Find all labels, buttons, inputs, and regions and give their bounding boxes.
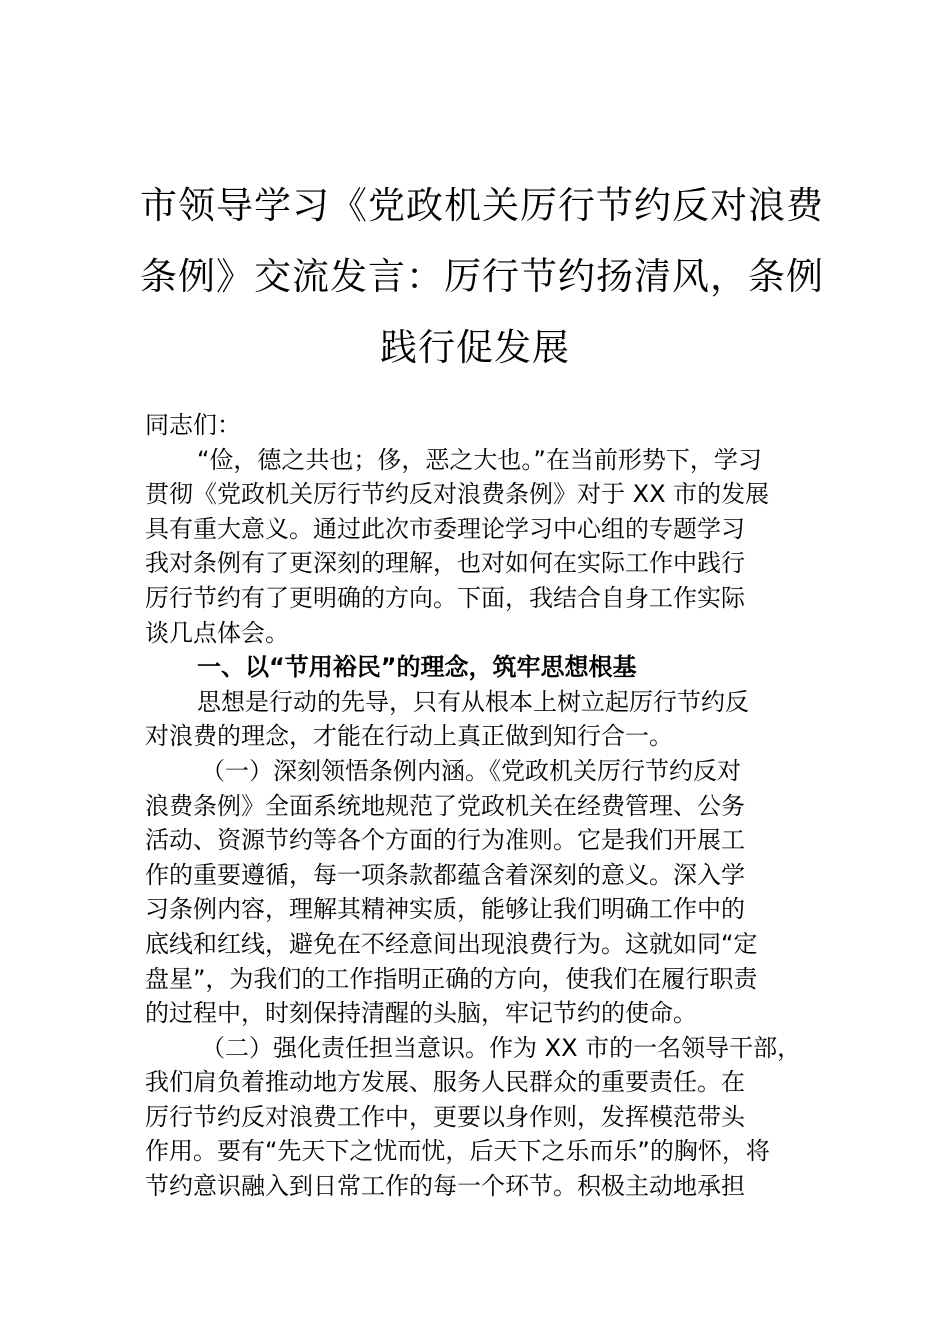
title-line: 条例》交流发言：厉行节约扬清风，条例 xyxy=(140,255,824,298)
text-line: 作的重要遵循，每一项条款都蕴含着深刻的意义。深入学 xyxy=(145,860,745,889)
text-line: 底线和红线，避免在不经意间出现浪费行为。这就如同“定 xyxy=(145,929,758,958)
section-heading-1: 一、以“节用裕民”的理念，筑牢思想根基 xyxy=(197,653,637,682)
text-line: 贯彻《党政机关厉行节约反对浪费条例》对于 XX 市的发展 xyxy=(145,480,770,509)
text-line: （二）强化责任担当意识。作为 XX 市的一名领导干部， xyxy=(201,1033,802,1062)
text-line: （一）深刻领悟条例内涵。《党政机关厉行节约反对 xyxy=(201,756,741,785)
text-line: 对浪费的理念，才能在行动上真正做到知行合一。 xyxy=(145,722,673,751)
text-line: 浪费条例》全面系统地规范了党政机关在经费管理、公务 xyxy=(145,791,745,820)
title-line: 市领导学习《党政机关厉行节约反对浪费 xyxy=(140,184,824,227)
title-line: 践行促发展 xyxy=(380,326,570,369)
text-line: “俭，德之共也；侈，恶之大也。”在当前形势下，学习 xyxy=(197,445,762,474)
text-line: 活动、资源节约等各个方面的行为准则。它是我们开展工 xyxy=(145,826,745,855)
subsection-2 xyxy=(145,1031,813,1204)
text-line: 我对条例有了更深刻的理解，也对如何在实际工作中践行 xyxy=(145,549,745,578)
text-line: 厉行节约反对浪费工作中，更要以身作则，发挥模范带头 xyxy=(145,1102,745,1131)
text-line: 谈几点体会。 xyxy=(145,618,289,647)
text-line: 节约意识融入到日常工作的每一个环节。积极主动地承担 xyxy=(145,1172,745,1201)
text-line: 思想是行动的先导，只有从根本上树立起厉行节约反 xyxy=(197,687,749,716)
document-title xyxy=(140,170,824,383)
section-1-intro xyxy=(145,685,813,754)
text-line: 我们肩负着推动地方发展、服务人民群众的重要责任。在 xyxy=(145,1068,745,1097)
opening-paragraph xyxy=(145,443,813,651)
text-line: 厉行节约有了更明确的方向。下面，我结合自身工作实际 xyxy=(145,583,745,612)
text-line: 盘星”，为我们的工作指明正确的方向，使我们在履行职责 xyxy=(145,964,758,993)
text-line: 习条例内容，理解其精神实质，能够让我们明确工作中的 xyxy=(145,895,745,924)
text-line: 作用。要有“先天下之忧而忧，后天下之乐而乐”的胸怀，将 xyxy=(145,1137,770,1166)
salutation: 同志们： xyxy=(145,411,241,439)
text-line: 的过程中，时刻保持清醒的头脑，牢记节约的使命。 xyxy=(145,999,697,1028)
subsection-1 xyxy=(145,754,813,1031)
document-body xyxy=(145,408,813,1204)
text-line: 具有重大意义。通过此次市委理论学习中心组的专题学习 xyxy=(145,514,745,543)
